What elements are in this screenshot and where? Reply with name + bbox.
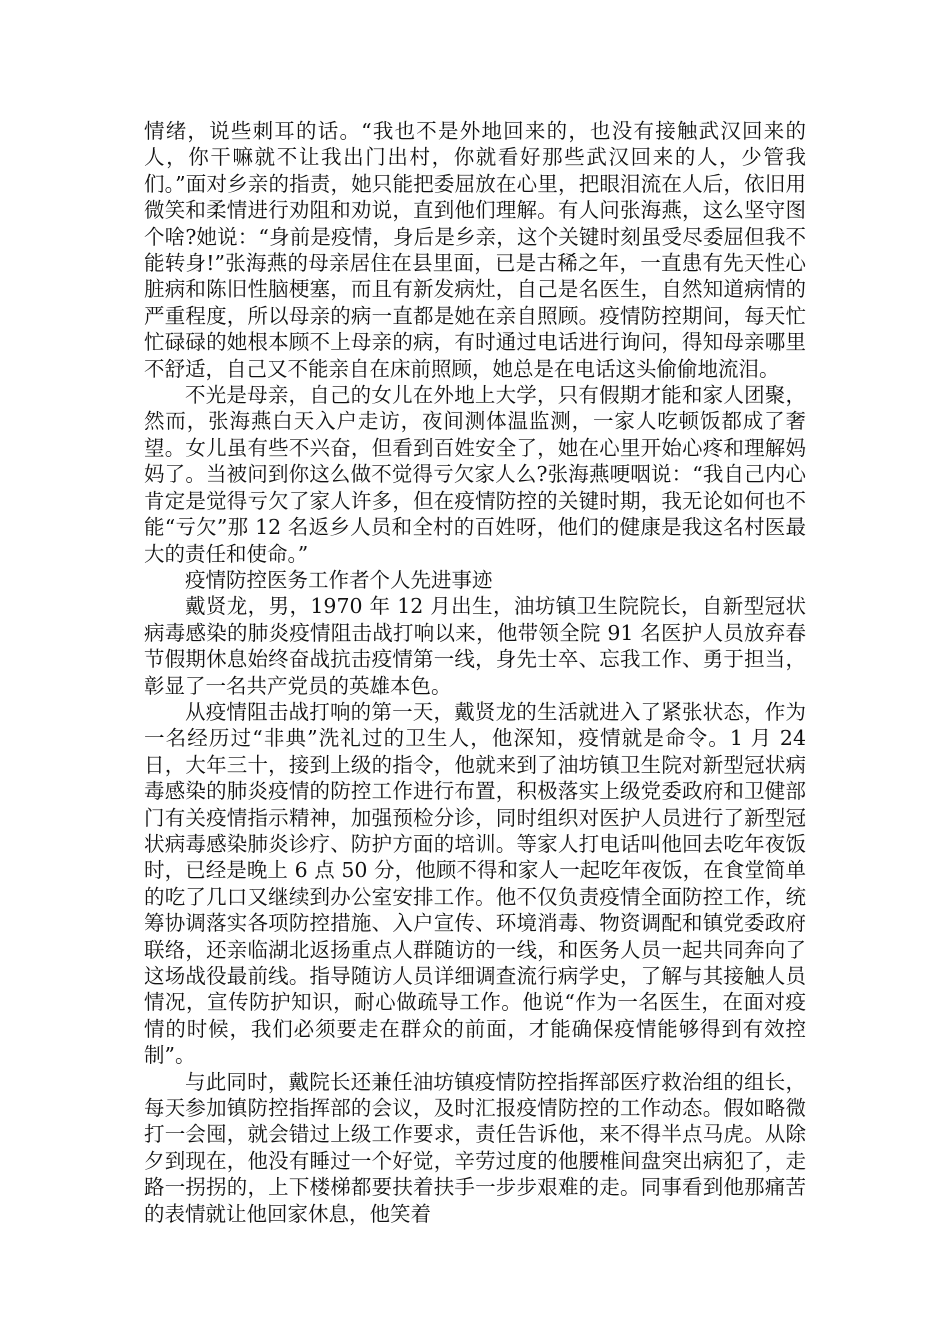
- paragraph-5: 与此同时，戴院长还兼任油坊镇疫情防控指挥部医疗救治组的组长，每天参加镇防控指挥部的会议，及时汇报疫情防控的工作动态。假如略微打一会囤，就会错过上级工作要求，责任告诉他，来不得半点马虎。从除夕到现在，他没有睡过一个好觉，辛劳过度的他腰椎间盘突出病犯了，走路一拐拐的，上下楼梯都要扶着扶手一步步艰难的走。同事看到他那痛苦的表情就让他回家休息，他笑着: [144, 1069, 806, 1226]
- paragraph-3: 戴贤龙，男，1970 年 12 月出生，油坊镇卫生院院长，自新型冠状病毒感染的肺炎疫情阻击战打响以来，他带领全院 91 名医护人员放弃春节假期休息始终奋战抗击疫情第一线，身先士卒、忘我工作、勇于担当，彰显了一名共产党员的英雄本色。: [144, 594, 806, 698]
- paragraph-1: 情绪，说些刺耳的话。“我也不是外地回来的，也没有接触武汉回来的人，你干嘛就不让我出门出村，你就看好那些武汉回来的人，少管我们。”面对乡亲的指责，她只能把委屈放在心里，把眼泪流在人后，依旧用微笑和柔情进行劝阻和劝说，直到他们理解。有人问张海燕，这么坚守图个啥?她说：“身前是疫情，身后是乡亲，这个关键时刻虽受尽委屈但我不能转身!”张海燕的母亲居住在县里面，已是古稀之年，一直患有先天性心脏病和陈旧性脑梗塞，而且有新发病灶，自己是名医生，自然知道病情的严重程度，所以母亲的病一直都是她在亲自照顾。疫情防控期间，每天忙忙碌碌的她根本顾不上母亲的病，有时通过电话进行询问，得知母亲哪里不舒适，自己又不能亲自在床前照顾，她总是在电话这头偷偷地流泪。: [144, 119, 806, 381]
- paragraph-4: 从疫情阻击战打响的第一天，戴贤龙的生活就进入了紧张状态，作为一名经历过“非典”洗礼过的卫生人，他深知，疫情就是命令。1 月 24 日，大年三十，接到上级的指令，他就来到了油坊镇卫生院对新型冠状病毒感染的肺炎疫情的防控工作进行布置，积极落实上级党委政府和卫健部门有关疫情指示精神，加强预检分诊，同时组织对医护人员进行了新型冠状病毒感染肺炎诊疗、防护方面的培训。等家人打电话叫他回去吃年夜饭时，已经是晚上 6 点 50 分，他顾不得和家人一起吃年夜饭，在食堂简单的吃了几口又继续到办公室安排工作。他不仅负责疫情全面防控工作，统筹协调落实各项防控措施、入户宣传、环境消毒、物资调配和镇党委政府联络，还亲临湖北返扬重点人群随访的一线，和医务人员一起共同奔向了这场战役最前线。指导随访人员详细调查流行病学史，了解与其接触人员情况，宣传防护知识，耐心做疏导工作。他说“作为一名医生，在面对疫情的时候，我们必须要走在群众的前面，才能确保疫情能够得到有效控制”。: [144, 699, 806, 1068]
- paragraph-2: 不光是母亲，自己的女儿在外地上大学，只有假期才能和家人团聚，然而，张海燕白天入户走访，夜间测体温监测，一家人吃顿饭都成了奢望。女儿虽有些不兴奋，但看到百姓安全了，她在心里开始心疼和理解妈妈了。当被问到你这么做不觉得亏欠家人么?张海燕哽咽说：“我自己内心肯定是觉得亏欠了家人许多，但在疫情防控的关键时期，我无论如何也不能“亏欠”那 12 名返乡人员和全村的百姓呀，他们的健康是我这名村医最大的责任和使命。”: [144, 383, 806, 566]
- document-page: [144, 118, 806, 1227]
- section-heading: 疫情防控医务工作者个人先进事迹: [185, 567, 493, 592]
